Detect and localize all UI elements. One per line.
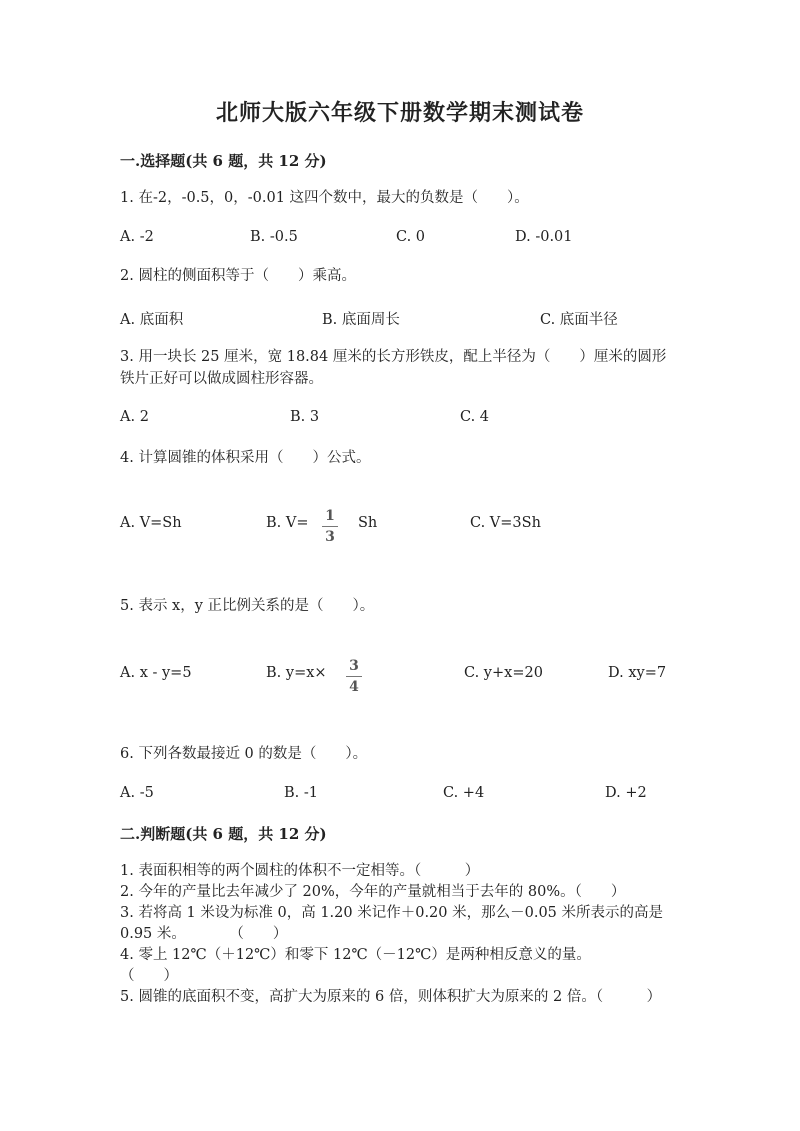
question-5: 5. 表示 x，y 正比例关系的是（ ）。 [120, 598, 375, 614]
q3-option-a: A. 2 [120, 409, 149, 425]
q1-option-a: A. -2 [120, 229, 154, 245]
question-3: 3. 用一块长 25 厘米，宽 18.84 厘米的长方形铁皮，配上半径为（ ）厘米的圆形铁片正好可以做成圆柱形容器。 [120, 349, 667, 387]
section-heading-choice: 一.选择题(共 6 题，共 12 分) [120, 152, 327, 170]
q1-option-d: D. -0.01 [515, 229, 573, 245]
q5-option-c: C. y+x=20 [464, 665, 543, 681]
q5-option-d: D. xy=7 [608, 665, 667, 681]
q4-option-b-prefix: B. V= [266, 515, 309, 531]
fraction-bar [346, 676, 362, 677]
q5-option-b-prefix: B. y=x× [266, 665, 327, 681]
q2-option-c: C. 底面半径 [540, 312, 618, 328]
fraction-denominator: 3 [325, 529, 335, 545]
fraction-numerator: 3 [349, 658, 359, 674]
question-6: 6. 下列各数最接近 0 的数是（ ）。 [120, 746, 368, 762]
q3-option-c: C. 4 [460, 409, 490, 425]
tf-item-1: 1. 表面积相等的两个圆柱的体积不一定相等。（ ） [120, 863, 480, 879]
section-heading-true-false: 二.判断题(共 6 题，共 12 分) [120, 825, 327, 843]
tf-item-2: 2. 今年的产量比去年减少了 20%，今年的产量就相当于去年的 80%。（ ） [120, 884, 626, 900]
fraction-numerator: 1 [325, 508, 335, 524]
q2-option-a: A. 底面积 [120, 312, 184, 328]
page-title: 北师大版六年级下册数学期末测试卷 [215, 100, 584, 126]
q3-option-b: B. 3 [290, 409, 320, 425]
q6-option-a: A. -5 [120, 785, 154, 801]
tf-item-3: 3. 若将高 1 米设为标准 0，高 1.20 米记作＋0.20 米，那么－0.05 米所表示的高是 0.95 米。 （ ） [120, 905, 664, 942]
fraction-denominator: 4 [349, 679, 359, 695]
q6-option-d: D. +2 [605, 785, 647, 801]
q1-option-b: B. -0.5 [250, 229, 298, 245]
q6-option-c: C. +4 [443, 785, 485, 801]
question-2: 2. 圆柱的侧面积等于（ ）乘高。 [120, 268, 356, 284]
q1-option-c: C. 0 [396, 229, 426, 245]
q4-option-c: C. V=3Sh [470, 515, 541, 531]
tf-item-5: 5. 圆锥的底面积不变，高扩大为原来的 6 倍，则体积扩大为原来的 2 倍。（ ） [120, 989, 662, 1005]
q5-option-a: A. x - y=5 [120, 665, 192, 681]
q5-option-b-fraction [344, 658, 364, 695]
question-1: 1. 在-2，-0.5，0，-0.01 这四个数中，最大的负数是（ ）。 [120, 190, 529, 206]
q4-option-b-suffix: Sh [358, 515, 378, 531]
question-4: 4. 计算圆锥的体积采用（ ）公式。 [120, 450, 371, 466]
q2-option-b: B. 底面周长 [322, 312, 400, 328]
tf-item-4: 4. 零上 12℃（＋12℃）和零下 12℃（－12℃）是两种相反意义的量。 （ ） [120, 947, 657, 984]
q4-option-a: A. V=Sh [120, 515, 182, 531]
fraction-bar [322, 526, 338, 527]
q6-option-b: B. -1 [284, 785, 318, 801]
q4-option-b-fraction [320, 508, 340, 545]
